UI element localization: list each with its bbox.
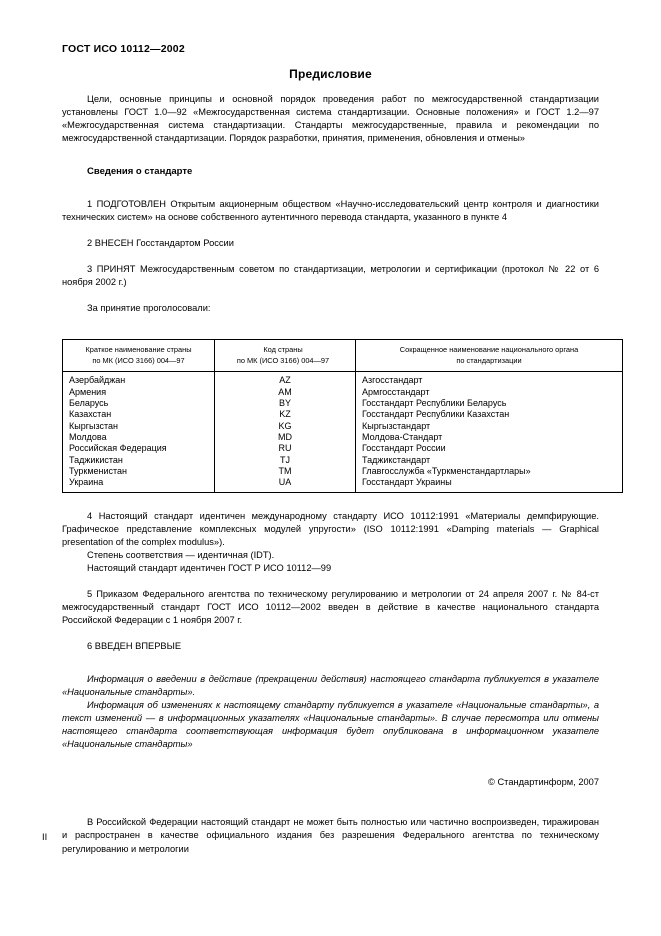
info-item-2: 2 ВНЕСЕН Госстандартом России: [87, 238, 234, 249]
table-row: [63, 477, 623, 492]
info-item-4-paragraph-1: 4 Настоящий стандарт идентичен международному стандарту ИСО 10112:1991 «Материалы демпфирующие. Графическое представление комплексных модулей упругости» (ISO 10112:1991 «Damping materials — Graphical presentation of the complex modulus»).: [62, 510, 599, 547]
cell-national-body: Армгосстандарт: [356, 387, 623, 398]
table-row: [63, 421, 623, 432]
cell-country-name: Кыргызстан: [63, 421, 215, 432]
cell-national-body: Кыргызстандарт: [356, 421, 623, 432]
table-row: [63, 443, 623, 454]
national-body-header-line2: по стандартизации: [456, 355, 522, 365]
info-item-4-paragraph-3: Настоящий стандарт идентичен ГОСТ Р ИСО 10112—99: [87, 562, 332, 573]
cell-country-name: Казахстан: [63, 409, 215, 420]
cell-country-name: Беларусь: [63, 398, 215, 409]
cell-country-name: Российская Федерация: [63, 443, 215, 454]
notice-italic-2: Информация об изменениях к настоящему стандарту публикуется в указателе «Национальные стандарты», а текст изменений — в информационных указателях «Национальные стандарты». В случае пересмотра или отмены настоящего стандарта соответствующая информация будет опубликована в информационном указателе «Национальные стандарты»: [62, 700, 599, 750]
page-title: Предисловие: [289, 67, 372, 81]
info-item-4-paragraph-2: Степень соответствия — идентичная (IDT).: [87, 549, 275, 560]
cell-country-name: Туркменистан: [63, 466, 215, 477]
column-header-national-body: [356, 340, 623, 372]
cell-national-body: Таджикстандарт: [356, 455, 623, 466]
cell-country-code: BY: [215, 398, 356, 409]
country-code-header-line1: Код страны: [263, 345, 303, 355]
cell-national-body: Главгосслужба «Туркменстандартлары»: [356, 466, 623, 477]
cell-country-code: KZ: [215, 409, 356, 420]
document-body: [62, 0, 599, 856]
table-row: [63, 466, 623, 477]
cell-country-name: Азербайджан: [63, 372, 215, 387]
country-table: [62, 339, 623, 492]
national-body-header-line1: Сокращенное наименование национального органа: [399, 345, 579, 355]
info-item-5: 5 Приказом Федерального агентства по техническому регулированию и метрологии от 24 апреля 2007 г. № 84-ст межгосударственный стандарт ГОСТ ИСО 10112—2002 введен в действие в качестве национального стандарта Российской Федерации с 1 ноября 2007 г.: [62, 588, 599, 626]
standard-info-heading: Сведения о стандарте: [87, 166, 193, 178]
cell-country-name: Молдова: [63, 432, 215, 443]
cell-country-code: AZ: [215, 372, 356, 387]
cell-country-code: MD: [215, 432, 356, 443]
column-header-country-name: [63, 340, 215, 372]
country-code-header-line2: по МК (ИСО 3166) 004—97: [236, 355, 330, 365]
table-row: [63, 409, 623, 420]
table-head: [63, 340, 623, 372]
intro-paragraph: Цели, основные принципы и основной порядок проведения работ по межгосударственной стандартизации установлены ГОСТ 1.0—92 «Межгосударственная система стандартизации. Основные положения» и ГОСТ 1.2—97 «Межгосударственная система стандартизации. Стандарты межгосударственные, правила и рекомендации по межгосударственной стандартизации. Порядок разработки, принятия, применения, обновления и отмены»: [62, 94, 599, 144]
notice-italic-1: Информация о введении в действие (прекращении действия) настоящего стандарта публикуется в указателе «Национальные стандарты».: [62, 674, 599, 698]
column-header-country-code: [215, 340, 356, 372]
table-row: [63, 455, 623, 466]
info-item-3: 3 ПРИНЯТ Межгосударственным советом по стандартизации, метрологии и сертификации (протокол № 22 от 6 ноября 2002 г.): [62, 264, 599, 288]
cell-country-name: Таджикистан: [63, 455, 215, 466]
table-row: [63, 398, 623, 409]
country-table-wrapper: [62, 339, 599, 492]
country-name-header-line2: по МК (ИСО 3166) 004—97: [92, 355, 185, 365]
document-code: ГОСТ ИСО 10112—2002: [62, 43, 185, 55]
page-number: II: [42, 832, 48, 842]
cell-country-name: Армения: [63, 387, 215, 398]
cell-country-code: TJ: [215, 455, 356, 466]
info-item-6: 6 ВВЕДЕН ВПЕРВЫЕ: [87, 641, 182, 652]
cell-national-body: Молдова-Стандарт: [356, 432, 623, 443]
cell-country-code: TM: [215, 466, 356, 477]
cell-national-body: Госстандарт Украины: [356, 477, 623, 492]
reproduction-notice: В Российской Федерации настоящий стандарт не может быть полностью или частично воспроизведен, тиражирован и распространен в качестве официального издания без разрешения Федерального агентства по техническому регулированию и метрологии: [62, 817, 599, 854]
table-body: [63, 372, 623, 492]
vote-intro: За принятие проголосовали:: [87, 303, 211, 314]
cell-country-code: AM: [215, 387, 356, 398]
cell-country-code: KG: [215, 421, 356, 432]
table-row: [63, 372, 623, 387]
cell-national-body: Госстандарт Республики Казахстан: [356, 409, 623, 420]
cell-national-body: Госстандарт Республики Беларусь: [356, 398, 623, 409]
copyright-notice: © Стандартинформ, 2007: [488, 777, 599, 788]
country-name-header-line1: Краткое наименование страны: [85, 345, 192, 355]
table-row: [63, 432, 623, 443]
cell-country-name: Украина: [63, 477, 215, 492]
cell-national-body: Госстандарт России: [356, 443, 623, 454]
cell-country-code: UA: [215, 477, 356, 492]
cell-national-body: Азгосстандарт: [356, 372, 623, 387]
table-header-row: [63, 340, 623, 372]
table-row: [63, 387, 623, 398]
cell-country-code: RU: [215, 443, 356, 454]
info-item-1: 1 ПОДГОТОВЛЕН Открытым акционерным обществом «Научно-исследовательский центр контроля и диагностики технических систем» на основе собственного аутентичного перевода стандарта, указанного в пункте 4: [62, 199, 599, 223]
